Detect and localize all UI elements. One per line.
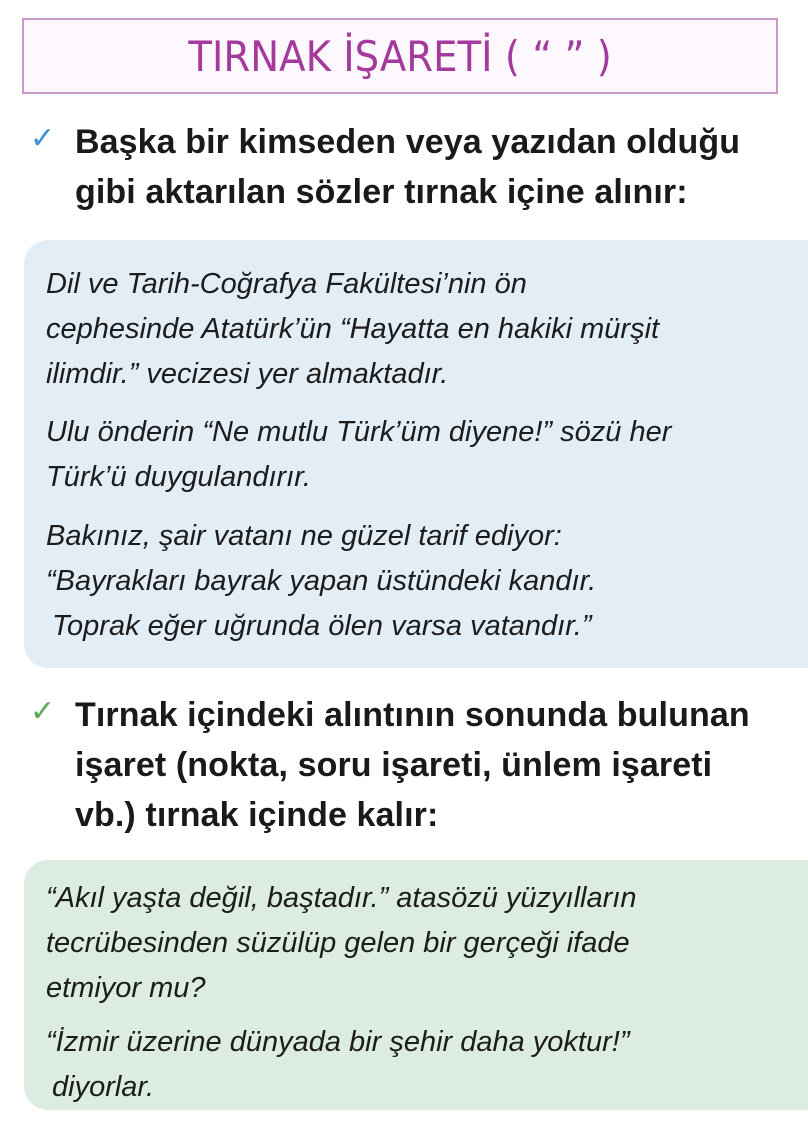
example-line: “Bayrakları bayrak yapan üstündeki kandır.	[46, 565, 597, 597]
example-box-2	[24, 860, 808, 1110]
check-icon: ✓	[30, 694, 56, 729]
rule-line: Tırnak içindeki alıntının sonunda bulunan	[75, 696, 750, 734]
example-line: Toprak eğer uğrunda ölen varsa vatandır.”	[52, 610, 592, 642]
example-line: diyorlar.	[52, 1071, 155, 1103]
example-paragraph	[46, 876, 636, 1011]
example-paragraph	[46, 1020, 629, 1110]
page-title: TIRNAK İŞARETİ ( “ ” )	[188, 31, 612, 81]
example-line: tecrübesinden süzülüp gelen bir gerçeği ifade	[46, 927, 630, 959]
rule-line: işaret (nokta, soru işareti, ünlem işareti	[75, 746, 713, 784]
example-line: cephesinde Atatürk’ün “Hayatta en hakiki mürşit	[46, 313, 660, 345]
example-line: “İzmir üzerine dünyada bir şehir daha yoktur!”	[46, 1026, 630, 1058]
rule-1	[30, 117, 808, 217]
example-line: Dil ve Tarih-Coğrafya Fakültesi’nin ön	[46, 268, 527, 300]
rule-line: vb.) tırnak içinde kalır:	[75, 796, 439, 834]
example-box-1	[24, 240, 808, 668]
rule-1-text	[75, 117, 808, 217]
example-line: etmiyor mu?	[46, 972, 206, 1004]
example-paragraph	[46, 514, 596, 649]
example-line: “Akıl yaşta değil, baştadır.” atasözü yüzyılların	[46, 882, 637, 914]
example-line: ilimdir.” vecizesi yer almaktadır.	[46, 358, 449, 390]
rule-line: gibi aktarılan sözler tırnak içine alınır:	[75, 173, 688, 211]
rule-line: Başka bir kimseden veya yazıdan olduğu	[75, 123, 741, 161]
title-box	[22, 18, 778, 94]
example-line: Türk’ü duygulandırır.	[46, 461, 311, 493]
example-line: Bakınız, şair vatanı ne güzel tarif ediyor:	[46, 520, 562, 552]
example-paragraph	[46, 410, 671, 500]
example-line: Ulu önderin “Ne mutlu Türk’üm diyene!” sözü her	[46, 416, 672, 448]
rule-2-text	[75, 690, 808, 840]
check-icon: ✓	[30, 121, 56, 156]
example-paragraph	[46, 262, 659, 397]
rule-2	[30, 690, 808, 840]
